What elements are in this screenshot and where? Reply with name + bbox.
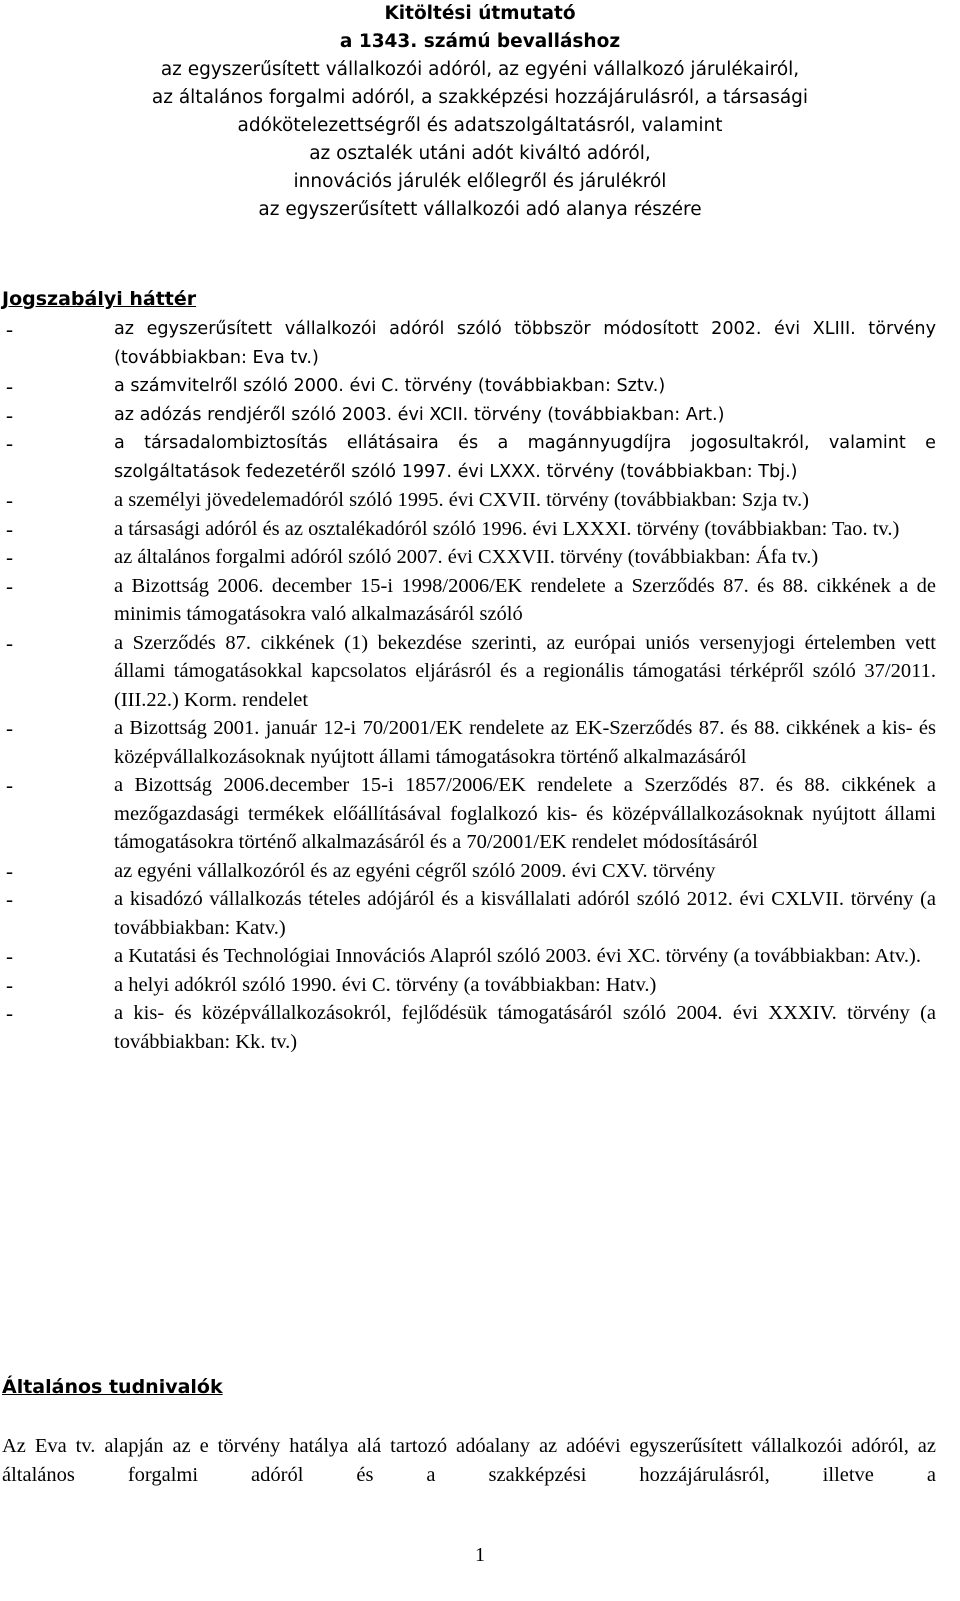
title-line: innovációs járulék előlegről és járulékról [293, 171, 667, 192]
list-item [0, 515, 960, 544]
list-item [0, 543, 960, 572]
list-dash: - [6, 545, 13, 569]
list-item-text: az egyéni vállalkozóról és az egyéni cégről szóló 2009. évi CXV. törvény [114, 859, 716, 882]
list-dash: - [6, 944, 13, 968]
list-dash: - [6, 374, 13, 398]
list-item [0, 486, 960, 515]
list-item-text: a helyi adókról szóló 1990. évi C. törvény (a továbbiakban: Hatv.) [114, 973, 657, 996]
list-item-text: a társadalombiztosítás ellátásaira és a magánnyugdíjra jogosultakról, valamint e szolgáltatások fedezetéről szóló 1997. évi LXXX. törvény (továbbiakban: Tbj.) [114, 433, 936, 482]
list-item-text: az általános forgalmi adóról szóló 2007. évi CXXVII. törvény (továbbiakban: Áfa tv.) [114, 546, 819, 568]
list-item [0, 401, 960, 430]
title-line: az általános forgalmi adóról, a szakképzési hozzájárulásról, a társasági [151, 87, 809, 108]
list-item-text: a számvitelről szóló 2000. évi C. törvény (továbbiakban: Sztv.) [114, 376, 666, 396]
list-item-text: a társasági adóról és az osztalékadóról szóló 1996. évi LXXXI. törvény (továbbiakban: Tao. tv.) [114, 517, 900, 540]
list-item [0, 971, 960, 1000]
list-dash: - [6, 488, 13, 512]
list-dash: - [6, 887, 13, 911]
list-dash: - [6, 1001, 13, 1025]
title-line: Kitöltési útmutató [384, 3, 576, 24]
list-dash: - [6, 431, 13, 455]
list-item-text: az adózás rendjéről szóló 2003. évi XCII. törvény (továbbiakban: Art.) [114, 404, 725, 425]
list-item-text: a Bizottság 2006. december 15-i 1998/2006/EK rendelete a Szerződés 87. és 88. cikkének a de minimis támogatásokra való alkalmazásáról szóló [114, 574, 936, 625]
list-item [0, 942, 960, 971]
list-item-text: a Kutatási és Technológiai Innovációs Alapról szóló 2003. évi XC. törvény (a továbbiakban: Atv.). [114, 945, 921, 967]
page-number: 1 [475, 1544, 485, 1566]
list-item [0, 999, 960, 1056]
list-item-text: a személyi jövedelemadóról szóló 1995. évi CXVII. törvény (továbbiakban: Szja tv.) [114, 489, 809, 511]
list-dash: - [6, 573, 13, 598]
general-info-heading: Általános tudnivalók [2, 1376, 223, 1398]
title-line: a 1343. számú bevalláshoz [339, 31, 621, 52]
legal-background-list [0, 315, 960, 1056]
list-dash: - [6, 317, 13, 341]
list-dash: - [6, 716, 13, 740]
list-dash: - [6, 858, 13, 883]
title-line: az egyszerűsített vállalkozói adó alanya részére [258, 199, 702, 220]
list-item [0, 429, 960, 486]
list-dash: - [6, 972, 13, 997]
general-info-paragraph: Az Eva tv. alapján az e törvény hatálya alá tartozó adóalany az adóévi egyszerűsített vállalkozói adóról, az általános forgalmi adóról és a szakképzési hozzájárulásról, illetve a [2, 1435, 936, 1486]
list-item [0, 857, 960, 886]
list-item [0, 372, 960, 401]
list-dash: - [6, 630, 13, 655]
title-line: az egyszerűsített vállalkozói adóról, az egyéni vállalkozó járulékairól, [160, 59, 800, 80]
list-item-text: a kis- és középvállalkozásokról, fejlődésük támogatásáról szóló 2004. évi XXXIV. törvény (a továbbiakban: Kk. tv.) [114, 1002, 936, 1053]
list-item-text: a Bizottság 2001. január 12-i 70/2001/EK rendelete az EK-Szerződés 87. és 88. cikkének a kis- és középvállalkozásoknak nyújtott állami támogatásokra történő alkalmazásáról [114, 717, 936, 768]
list-item-text: a Szerződés 87. cikkének (1) bekezdése szerinti, az európai uniós versenyjogi értelemben vett állami támogatásokkal kapcsolatos eljárásról és a regionális támogatási térképről szóló 37/2011. (III.22.) Korm. rendelet [114, 631, 936, 711]
list-item-text: a Bizottság 2006.december 15-i 1857/2006/EK rendelete a Szerződés 87. és 88. cikkének a mezőgazdasági termékek előállításával foglalkozó kis- és középvállalkozásoknak nyújtott állami támogatásokra történő alkalmazásáról és a 70/2001/EK rendelet módosításáról [114, 774, 936, 853]
list-item [0, 315, 960, 372]
title-line: adókötelezettségről és adatszolgáltatásról, valamint [237, 115, 723, 136]
list-dash: - [6, 773, 13, 797]
legal-background-heading: Jogszabályi háttér [2, 288, 197, 310]
list-item [0, 572, 960, 629]
list-item-text: az egyszerűsített vállalkozói adóról szóló többször módosított 2002. évi XLIII. törvény (továbbiakban: Eva tv.) [114, 319, 936, 368]
list-dash: - [6, 402, 13, 427]
list-item [0, 714, 960, 771]
list-dash: - [6, 516, 13, 541]
document-title-block [0, 0, 960, 224]
list-item [0, 629, 960, 715]
list-item [0, 771, 960, 857]
list-item-text: a kisadózó vállalkozás tételes adójáról és a kisvállalati adóról szóló 2012. évi CXLVII. törvény (a továbbiakban: Katv.) [114, 888, 936, 939]
title-line: az osztalék utáni adót kiváltó adóról, [309, 143, 651, 164]
list-item [0, 885, 960, 942]
